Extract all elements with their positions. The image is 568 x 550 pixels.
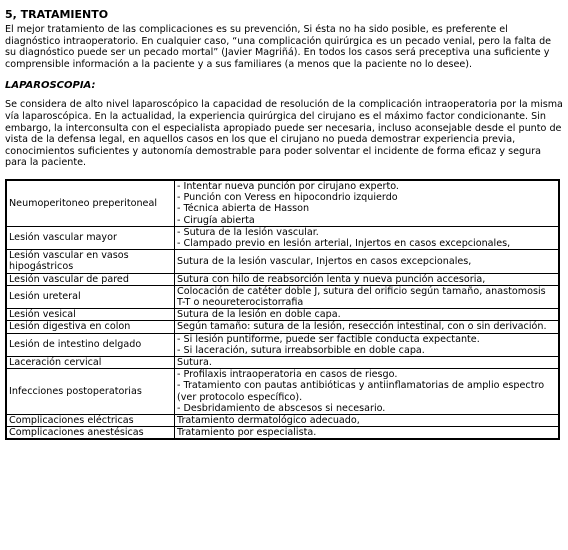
treatment-line: - Clampado previo en lesión arterial, Injertos en casos excepcionales, — [177, 237, 511, 249]
condition-cell: Lesión ureteral — [6, 285, 175, 308]
table-row — [6, 321, 559, 333]
table-row — [6, 427, 559, 440]
treatment-cell — [175, 180, 560, 226]
table-row — [6, 369, 559, 415]
treatment-cell — [175, 226, 560, 249]
treatment-line: - Si laceración, sutura irreabsorbible en doble capa. — [177, 344, 425, 356]
treatment-cell — [175, 250, 560, 273]
complications-table-body — [6, 180, 559, 439]
treatment-cell — [175, 273, 560, 285]
table-row — [6, 356, 559, 368]
treatment-line: Sutura de la lesión en doble capa. — [177, 309, 341, 321]
treatment-line: Según tamaño: sutura de la lesión, resección intestinal, con o sin derivación. — [177, 321, 547, 333]
treatment-line: - Cirugía abierta — [177, 214, 255, 226]
table-row — [6, 226, 559, 249]
condition-cell: Lesión digestiva en colon — [6, 321, 175, 333]
treatment-line: - Tratamiento con pautas antibióticas y antiinflamatorias de amplio espectro (ver protocolo específico). — [177, 380, 545, 403]
condition-cell: Infecciones postoperatorias — [6, 369, 175, 415]
complications-table — [5, 179, 560, 440]
treatment-line: Sutura con hilo de reabsorción lenta y nueva punción accesoria, — [177, 273, 486, 285]
treatment-line: Tratamiento por especialista. — [177, 427, 317, 439]
treatment-line: - Profilaxis intraoperatoria en casos de riesgo. — [177, 369, 398, 381]
condition-cell: Complicaciones eléctricas — [6, 415, 175, 427]
document-page — [5, 0, 565, 440]
table-row — [6, 333, 559, 356]
section-heading: 5, TRATAMIENTO — [5, 8, 109, 21]
treatment-cell — [175, 415, 560, 427]
condition-cell: Lesión vascular mayor — [6, 226, 175, 249]
treatment-line: Sutura. — [177, 356, 212, 368]
condition-cell: Lesión de intestino delgado — [6, 333, 175, 356]
treatment-line: - Técnica abierta de Hasson — [177, 203, 310, 215]
treatment-cell — [175, 309, 560, 321]
treatment-line: - Desbridamiento de abscesos si necesario. — [177, 402, 386, 414]
treatment-line: - Sutura de la lesión vascular. — [177, 226, 319, 238]
condition-cell: Lesión vascular en vasos hipogástricos — [6, 250, 175, 273]
laparoscopia-paragraph: Se considera de alto nivel laparoscópico la capacidad de resolución de la complicación intraoperatoria por la misma vía laparoscópica. En la actualidad, la experiencia quirúrgica del cirujano es el máximo factor condicionante. Sin embargo, la interconsulta con el especialista apropiado puede ser necesaria, incluso aconsejable desde el punto de vista de la defensa legal, en aquellos casos en los que el cirujano no pueda demostrar experiencia previa, conocimientos suficientes y autonomía demostrable para poder solventar el incidente de forma eficaz y segura para la paciente. — [5, 99, 563, 169]
condition-cell: Lesión vascular de pared — [6, 273, 175, 285]
treatment-cell — [175, 333, 560, 356]
table-row — [6, 415, 559, 427]
condition-cell: Neumoperitoneo preperitoneal — [6, 180, 175, 226]
table-row — [6, 250, 559, 273]
treatment-cell — [175, 321, 560, 333]
treatment-cell — [175, 356, 560, 368]
condition-cell: Complicaciones anestésicas — [6, 427, 175, 440]
treatment-line: - Punción con Veress en hipocondrio izquierdo — [177, 192, 398, 204]
condition-cell: Lesión vesical — [6, 309, 175, 321]
table-row — [6, 285, 559, 308]
treatment-line: Sutura de la lesión vascular, Injertos en casos excepcionales, — [177, 255, 472, 267]
treatment-cell — [175, 427, 560, 440]
table-row — [6, 309, 559, 321]
intro-paragraph: El mejor tratamiento de las complicaciones es su prevención, Si ésta no ha sido posible, es preferente el diagnóstico intraoperatorio. En cualquier caso, “una complicación quirúrgica es un pecado venial, pero la falta de su diagnóstico puede ser un pecado mortal” (Javier Magriñá). En todos los casos será preceptiva una suficiente y comprensible información a la paciente y a sus familiares (a menos que la paciente no lo desee). — [5, 24, 552, 70]
treatment-cell — [175, 369, 560, 415]
table-row — [6, 273, 559, 285]
treatment-cell — [175, 285, 560, 308]
treatment-line: Tratamiento dermatológico adecuado, — [177, 415, 360, 426]
condition-cell: Laceración cervical — [6, 356, 175, 368]
table-row — [6, 180, 559, 226]
treatment-line: - Intentar nueva punción por cirujano experto. — [177, 180, 399, 192]
treatment-line: - Si lesión puntiforme, puede ser factible conducta expectante. — [177, 333, 480, 345]
subheading-laparoscopia: LAPAROSCOPIA: — [5, 80, 96, 92]
treatment-line: Colocación de catéter doble J, sutura del orificio según tamaño, anastomosis T-T o neoureterocistorrafia — [177, 285, 546, 308]
